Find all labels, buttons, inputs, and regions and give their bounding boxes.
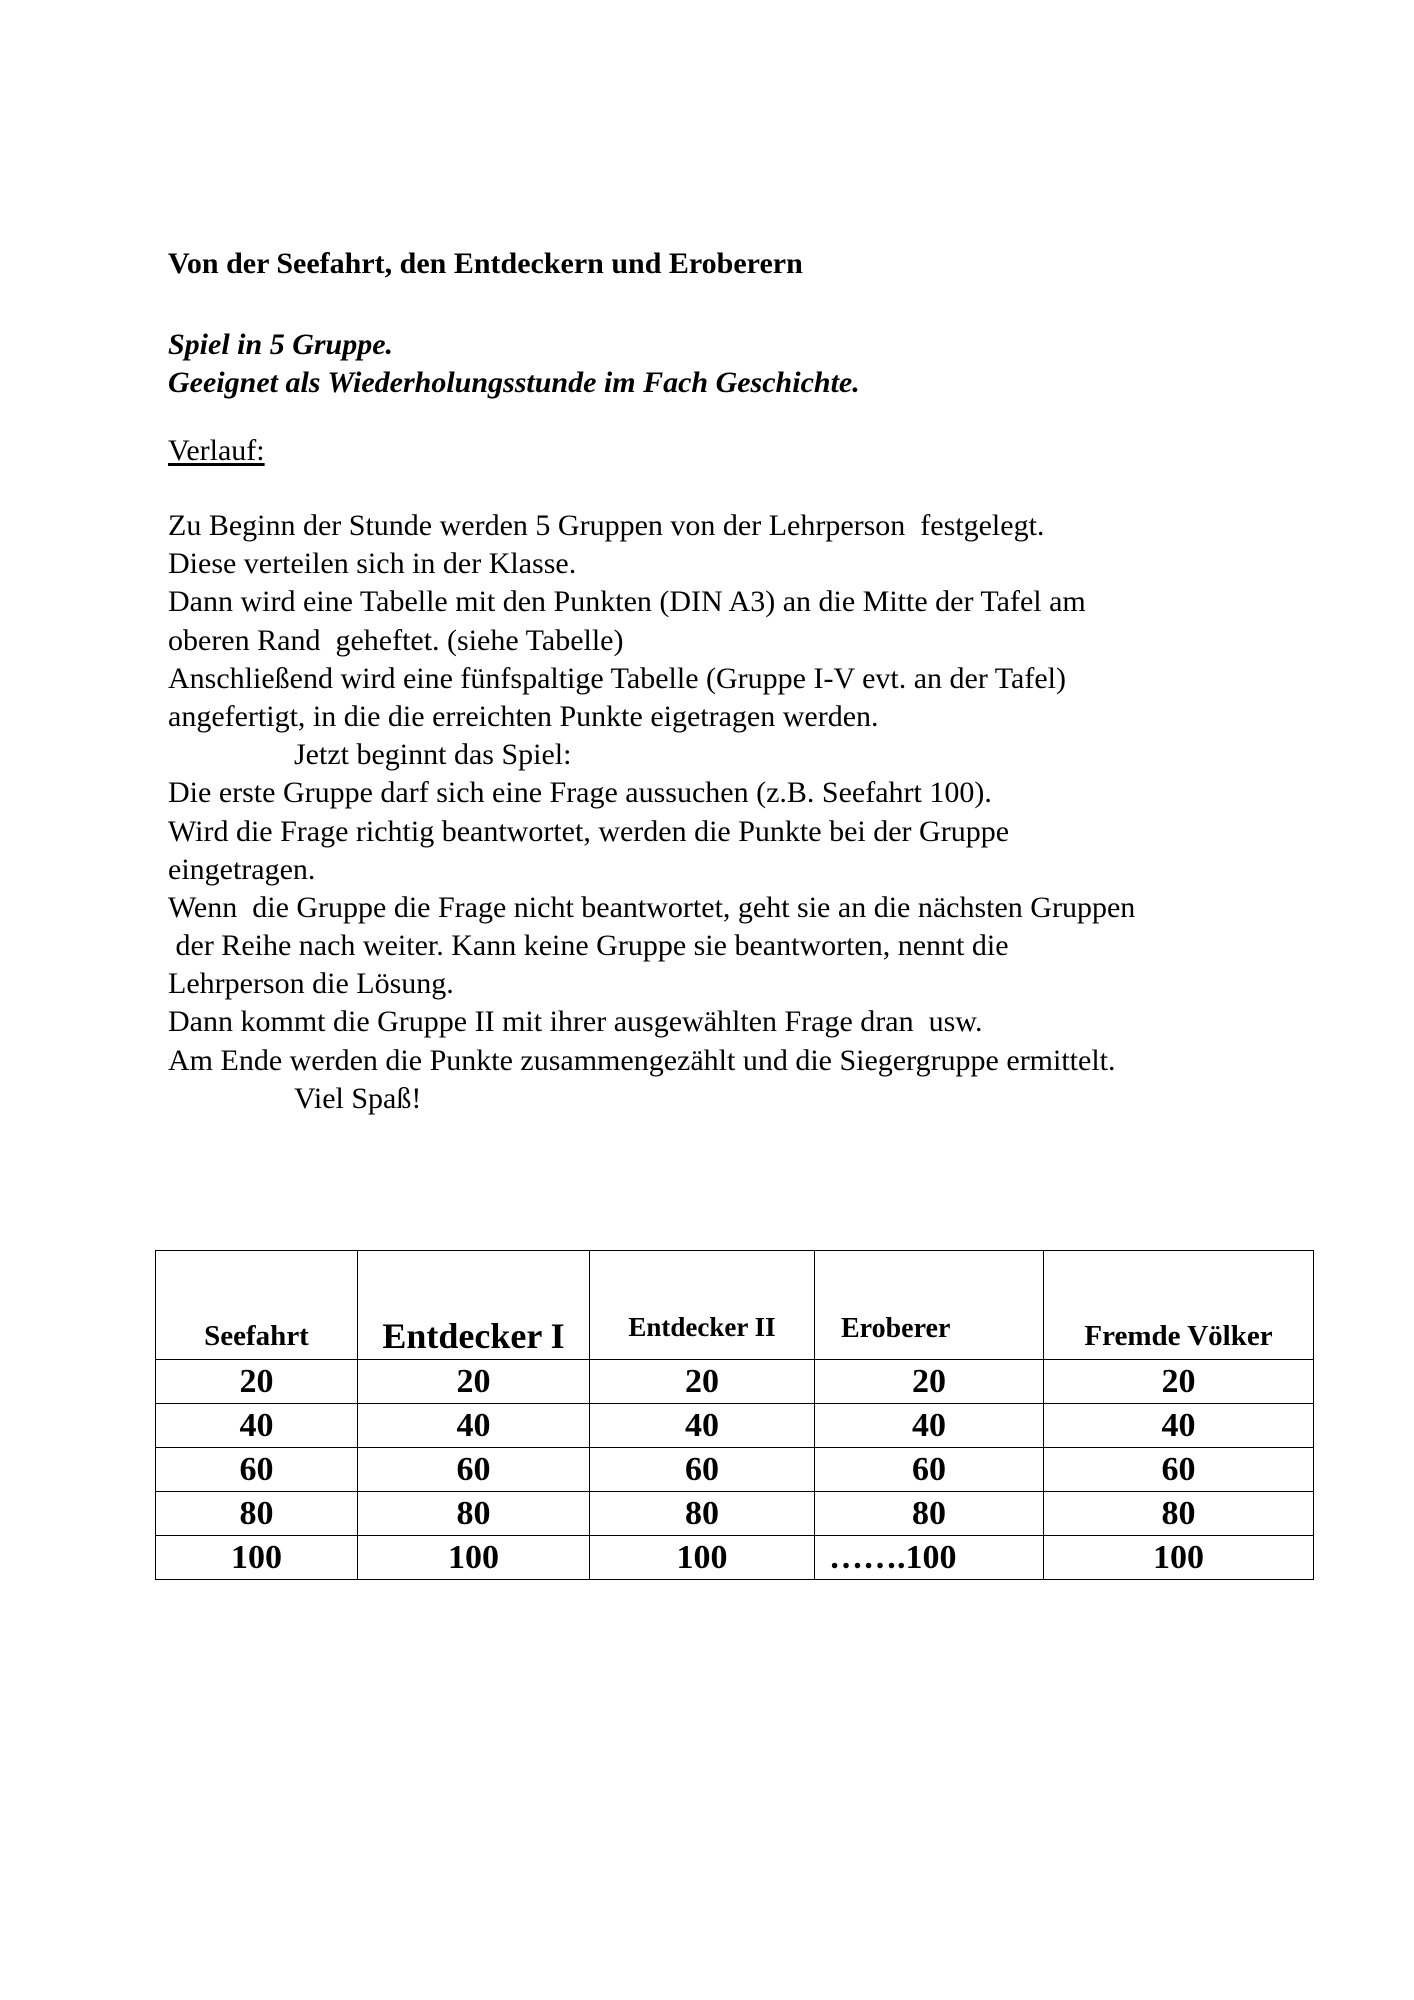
- document-subtitle: [168, 326, 860, 402]
- body-line: Anschließend wird eine fünfspaltige Tabelle (Gruppe I-V evt. an der Tafel): [168, 661, 1066, 695]
- table-cell: 100: [1044, 1536, 1314, 1580]
- subtitle-line: Geeignet als Wiederholungsstunde im Fach Geschichte.: [168, 366, 860, 399]
- body-line: Diese verteilen sich in der Klasse.: [168, 547, 577, 581]
- table-row: [156, 1492, 1314, 1536]
- section-heading: Verlauf:: [168, 434, 265, 467]
- table-row: [156, 1448, 1314, 1492]
- table-cell: 80: [1044, 1492, 1314, 1536]
- body-line: Dann kommt die Gruppe II mit ihrer ausgewählten Frage dran usw.: [168, 1005, 983, 1039]
- table-cell: 60: [815, 1448, 1044, 1492]
- header-seefahrt: Seefahrt: [156, 1251, 358, 1360]
- table-cell: 40: [590, 1404, 815, 1448]
- body-line: Zu Beginn der Stunde werden 5 Gruppen von der Lehrperson festgelegt.: [168, 509, 1045, 542]
- table-cell: 100: [590, 1536, 815, 1580]
- table-header-row: [156, 1251, 1314, 1360]
- body-line: der Reihe nach weiter. Kann keine Gruppe sie beantworten, nennt die: [168, 929, 1009, 963]
- header-entdecker-2: Entdecker II: [590, 1251, 815, 1360]
- table-cell: 60: [1044, 1448, 1314, 1492]
- table-cell: 80: [815, 1492, 1044, 1536]
- body-line: oberen Rand geheftet. (siehe Tabelle): [168, 623, 624, 657]
- table-cell: 20: [590, 1360, 815, 1404]
- table-cell: 100: [358, 1536, 590, 1580]
- table-cell: 40: [1044, 1404, 1314, 1448]
- table-cell: 80: [590, 1492, 815, 1536]
- header-entdecker-1: Entdecker I: [358, 1251, 590, 1360]
- table-cell: 60: [590, 1448, 815, 1492]
- document-title: Von der Seefahrt, den Entdeckern und Eroberern: [168, 247, 803, 280]
- table-cell: [815, 1536, 1044, 1580]
- table-cell: 20: [815, 1360, 1044, 1404]
- body-line: Am Ende werden die Punkte zusammengezählt und die Siegergruppe ermittelt.: [168, 1043, 1116, 1077]
- body-line: Jetzt beginnt das Spiel:: [294, 738, 572, 772]
- points-table: [155, 1250, 1314, 1580]
- body-line: Die erste Gruppe darf sich eine Frage aussuchen (z.B. Seefahrt 100).: [168, 776, 992, 810]
- body-line: Lehrperson die Lösung.: [168, 967, 454, 1001]
- table-cell: 40: [358, 1404, 590, 1448]
- table-cell: 40: [815, 1404, 1044, 1448]
- table-cell: 80: [156, 1492, 358, 1536]
- instructions-text: [168, 507, 1135, 1118]
- body-line: angefertigt, in die die erreichten Punkte eigetragen werden.: [168, 699, 879, 733]
- body-line: Viel Spaß!: [294, 1081, 422, 1115]
- header-eroberer-label: Eroberer: [841, 1313, 951, 1344]
- subtitle-line: Spiel in 5 Gruppe.: [168, 328, 394, 361]
- header-fremde-voelker: Fremde Völker: [1044, 1251, 1314, 1360]
- table-cell: 40: [156, 1404, 358, 1448]
- table-cell: 60: [358, 1448, 590, 1492]
- table-cell: 20: [1044, 1360, 1314, 1404]
- table-row: [156, 1404, 1314, 1448]
- table-row: [156, 1360, 1314, 1404]
- table-cell: 80: [358, 1492, 590, 1536]
- table-row: [156, 1536, 1314, 1580]
- table-cell: 60: [156, 1448, 358, 1492]
- table-cell-dotted-value: …….100: [829, 1539, 957, 1576]
- table-cell: 100: [156, 1536, 358, 1580]
- table-cell: 20: [358, 1360, 590, 1404]
- body-line: Wird die Frage richtig beantwortet, werden die Punkte bei der Gruppe: [168, 814, 1010, 848]
- body-line: Dann wird eine Tabelle mit den Punkten (DIN A3) an die Mitte der Tafel am: [168, 585, 1086, 619]
- header-eroberer: [815, 1251, 1044, 1360]
- body-line: eingetragen.: [168, 852, 316, 886]
- table-cell: 20: [156, 1360, 358, 1404]
- body-line: Wenn die Gruppe die Frage nicht beantwortet, geht sie an die nächsten Gruppen: [168, 890, 1136, 924]
